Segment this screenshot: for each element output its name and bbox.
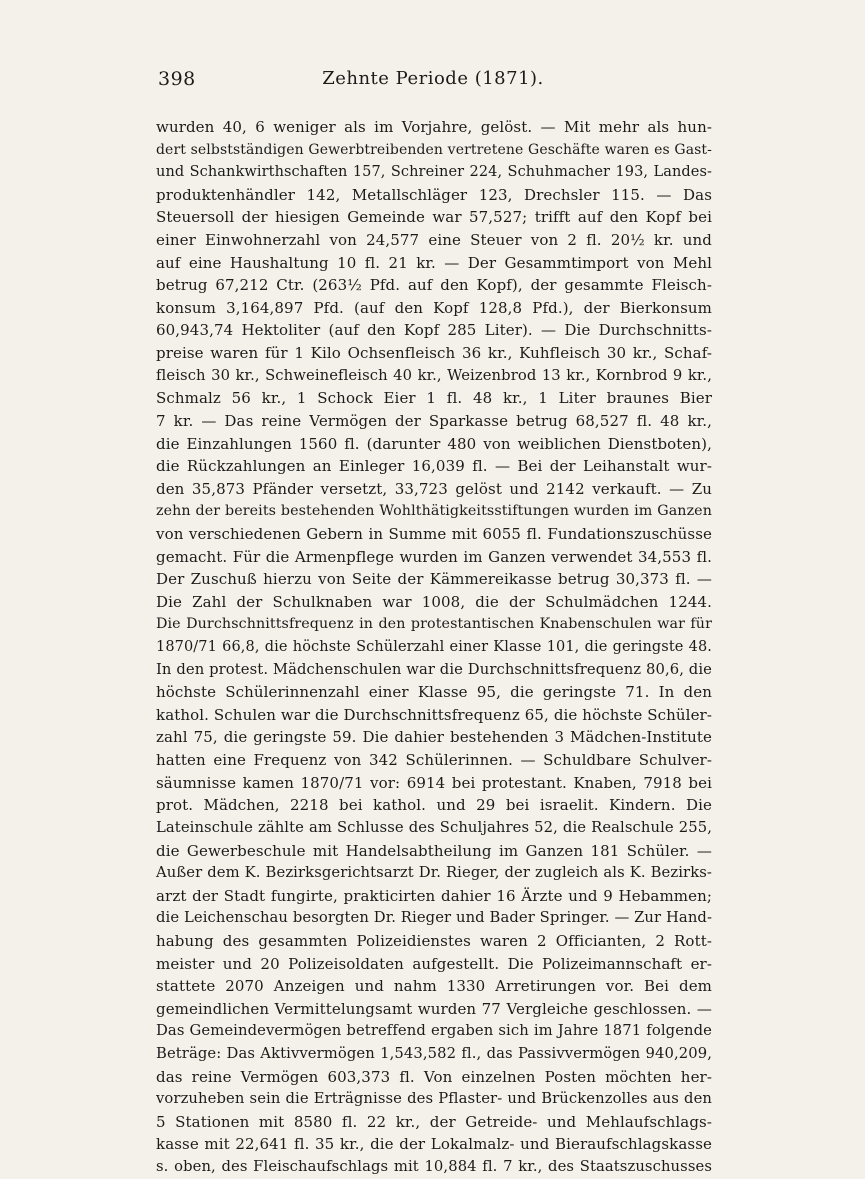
text-line: Die Durchschnittsfrequenz in den protestantischen Knabenschulen war für [156,616,712,633]
running-head [158,68,708,94]
text-line: Schmalz 56 kr., 1 Schock Eier 1 fl. 48 kr., 1 Liter braunes Bier [156,389,712,408]
text-line: den 35,873 Pfänder versetzt, 33,723 gelöst und 2142 verkauft. — Zu [156,479,712,498]
text-line: von verschiedenen Gebern in Summe mit 6055 fl. Fundationszuschüsse [156,524,712,543]
text-line: prot. Mädchen, 2218 bei kathol. und 29 bei israelit. Kindern. Die [156,796,712,815]
text-line: die Gewerbeschule mit Handelsabtheilung im Ganzen 181 Schüler. — [156,841,712,860]
text-line: zahl 75, die geringste 59. Die dahier bestehenden 3 Mädchen-Institute [156,728,712,747]
text-line: hatten eine Frequenz von 342 Schülerinnen. — Schuldbare Schulver- [156,751,712,770]
text-line: kasse mit 22,641 fl. 35 kr., die der Lokalmalz- und Bieraufschlagskasse [156,1135,712,1154]
text-line: wurden 40, 6 weniger als im Vorjahre, gelöst. — Mit mehr als hun- [156,118,712,136]
text-line: stattete 2070 Anzeigen und nahm 1330 Arretirungen vor. Bei dem [156,977,712,996]
text-line: kathol. Schulen war die Durchschnittsfrequenz 65, die höchste Schüler- [156,705,712,724]
text-line: höchste Schülerinnenzahl einer Klasse 95, die geringste 71. In den [156,683,712,702]
running-title: Zehnte Periode (1871). [322,68,544,89]
text-line: einer Einwohnerzahl von 24,577 eine Steuer von 2 fl. 20½ kr. und [156,231,712,250]
text-line: s. oben, des Fleischaufschlags mit 10,884 fl. 7 kr., des Staatszuschusses [156,1158,712,1176]
text-line: Außer dem K. Bezirksgerichtsarzt Dr. Rieger, der zugleich als K. Bezirks- [156,864,712,882]
text-line: die Rückzahlungen an Einleger 16,039 fl. — Bei der Leihanstalt wur- [156,457,712,476]
text-line: konsum 3,164,897 Pfd. (auf den Kopf 128,8 Pfd.), der Bierkonsum [156,298,712,317]
text-line: betrug 67,212 Ctr. (263½ Pfd. auf den Kopf), der gesammte Fleisch- [156,276,712,295]
text-line: säumnisse kamen 1870/71 vor: 6914 bei protestant. Knaben, 7918 bei [156,773,712,792]
text-line: Der Zuschuß hierzu von Seite der Kämmereikasse betrug 30,373 fl. — [156,570,712,589]
text-line: 7 kr. — Das reine Vermögen der Sparkasse betrug 68,527 fl. 48 kr., [156,411,712,430]
text-line: Das Gemeindevermögen betreffend ergaben sich im Jahre 1871 folgende [156,1022,712,1040]
text-line: fleisch 30 kr., Schweinefleisch 40 kr., Weizenbrod 13 kr., Kornbrod 9 kr., [156,366,712,384]
text-line: produktenhändler 142, Metallschläger 123, Drechsler 115. — Das [156,185,712,204]
text-line: auf eine Haushaltung 10 fl. 21 kr. — Der Gesammtimport von Mehl [156,253,712,272]
text-line: gemeindlichen Vermittelungsamt wurden 77 Vergleiche geschlossen. — [156,999,712,1018]
text-line: zehn der bereits bestehenden Wohlthätigkeitsstiftungen wurden im Ganzen [156,503,712,520]
text-line: und Schankwirthschaften 157, Schreiner 224, Schuhmacher 193, Landes- [156,164,712,181]
text-line: Die Zahl der Schulknaben war 1008, die der Schulmädchen 1244. [156,592,712,611]
text-line: die Leichenschau besorgten Dr. Rieger und Bader Springer. — Zur Hand- [156,909,713,927]
text-line: Lateinschule zählte am Schlusse des Schuljahres 52, die Realschule 255, [156,818,712,836]
text-line: gemacht. Für die Armenpflege wurden im Ganzen verwendet 34,553 fl. [156,547,712,566]
body-text [156,116,712,1179]
text-line: Beträge: Das Aktivvermögen 1,543,582 fl., das Passivvermögen 940,209, [156,1044,712,1062]
text-line: 1870/71 66,8, die höchste Schülerzahl einer Klasse 101, die geringste 48. [156,639,712,656]
text-line: meister und 20 Polizeisoldaten aufgestellt. Die Polizeimannschaft er- [156,954,712,973]
page-number: 398 [158,68,196,90]
text-line: 60,943,74 Hektoliter (auf den Kopf 285 Liter). — Die Durchschnitts- [156,321,712,340]
text-line: preise waren für 1 Kilo Ochsenfleisch 36 kr., Kuhfleisch 30 kr., Schaf- [156,344,712,363]
text-line: habung des gesammten Polizeidienstes waren 2 Officianten, 2 Rott- [156,931,712,950]
text-line: 5 Stationen mit 8580 fl. 22 kr., der Getreide- und Mehlaufschlags- [156,1112,712,1131]
text-line: die Einzahlungen 1560 fl. (darunter 480 von weiblichen Dienstboten), [156,434,712,453]
text-line: vorzuheben sein die Erträgnisse des Pflaster- und Brückenzolles aus den [156,1090,712,1108]
text-line: das reine Vermögen 603,373 fl. Von einzelnen Posten möchten her- [156,1067,712,1086]
text-line: Steuersoll der hiesigen Gemeinde war 57,527; trifft auf den Kopf bei [156,208,712,227]
text-line: In den protest. Mädchenschulen war die Durchschnittsfrequenz 80,6, die [156,660,712,678]
text-line: arzt der Stadt fungirte, prakticirten dahier 16 Ärzte und 9 Hebammen; [156,886,712,905]
text-line: dert selbstständigen Gewerbtreibenden vertretene Geschäfte waren es Gast- [156,141,712,158]
